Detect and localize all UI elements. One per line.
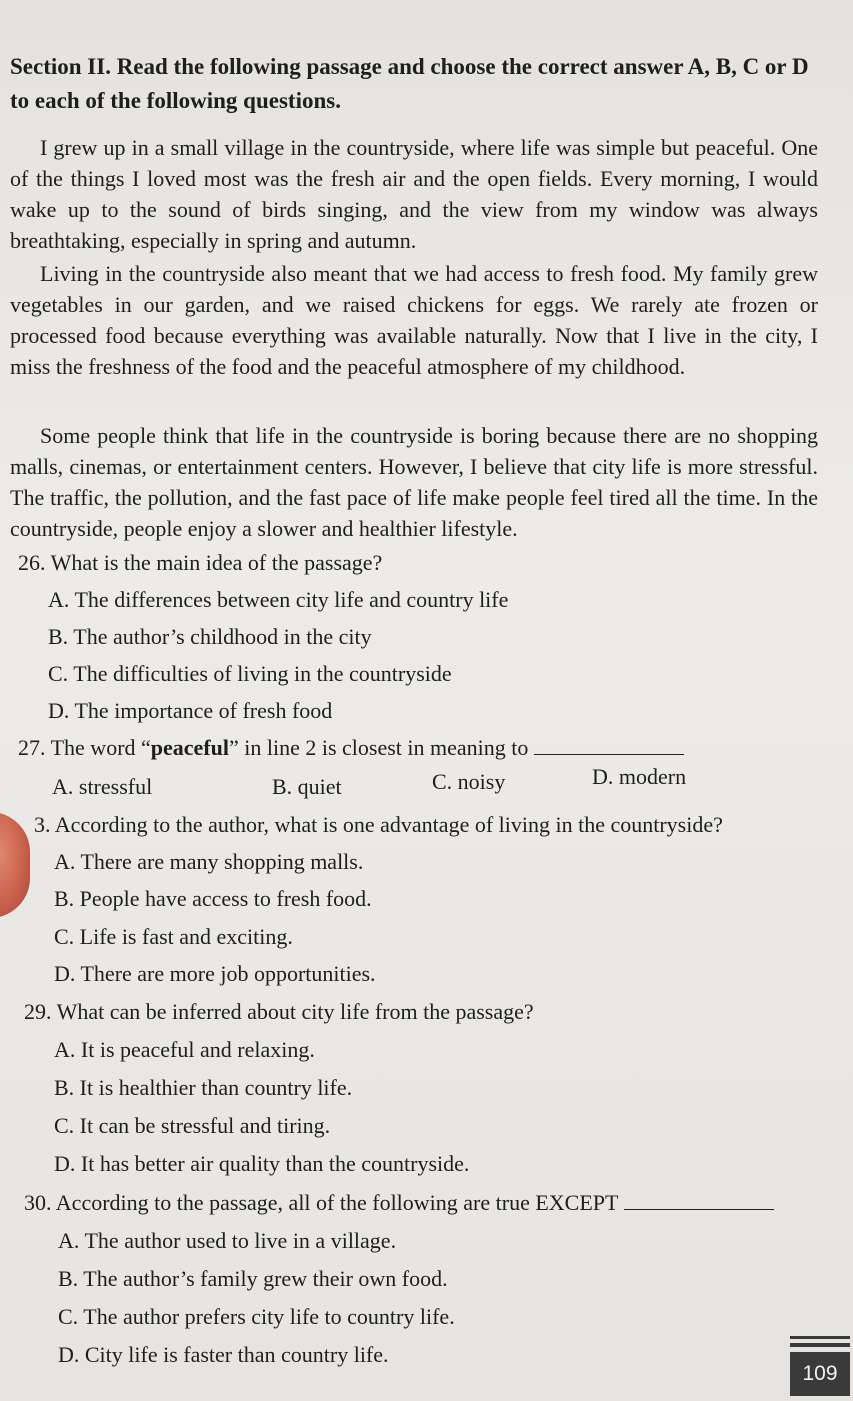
question-30-stem-text: 30. According to the passage, all of the following are true EXCEPT — [24, 1190, 619, 1215]
passage-paragraph-3: Some people think that life in the countryside is boring because there are no shopping malls, cinemas, or entertainment centers. However, I believe that city life is more stressful. The traffic, the pollution, and the fast pace of life make people feel tired all the time. In the countryside, people enjoy a slower and healthier lifestyle. — [10, 423, 818, 541]
question-28-option-b: B. People have access to fresh food. — [54, 886, 372, 911]
section-heading: Section II. Read the following passage and choose the correct answer A, B, C or D to each of the following questions. — [10, 54, 809, 113]
question-27-option-d: D. modern — [592, 764, 687, 789]
page-number-rule — [790, 1343, 850, 1347]
question-30-option-c: C. The author prefers city life to country life. — [58, 1304, 455, 1329]
question-28-option-d: D. There are more job opportunities. — [54, 961, 376, 986]
question-29-option-a: A. It is peaceful and relaxing. — [54, 1037, 315, 1062]
question-27-option-b: B. quiet — [272, 774, 342, 799]
question-30-option-a: A. The author used to live in a village. — [58, 1228, 397, 1253]
question-26-option-b: B. The author’s childhood in the city — [48, 624, 372, 649]
question-27-stem-prefix: 27. The word “ — [18, 735, 151, 760]
question-29-option-d: D. It has better air quality than the countryside. — [54, 1151, 470, 1176]
question-27-option-c: C. noisy — [432, 769, 506, 794]
question-29-option-c: C. It can be stressful and tiring. — [54, 1113, 331, 1138]
question-30-stem — [24, 1188, 844, 1218]
question-26-stem: 26. What is the main idea of the passage? — [18, 550, 383, 575]
question-30-option-d: D. City life is faster than country life. — [58, 1342, 389, 1367]
question-26-option-a: A. The differences between city life and country life — [48, 587, 509, 612]
question-29-stem: 29. What can be inferred about city life from the passage? — [24, 999, 534, 1024]
question-27-stem-suffix: ” in line 2 is closest in meaning to — [229, 735, 529, 760]
page-number: 109 — [790, 1352, 850, 1396]
question-29-option-b: B. It is healthier than country life. — [54, 1075, 353, 1100]
question-26-option-c: C. The difficulties of living in the countryside — [48, 661, 452, 686]
page-number-rule — [790, 1336, 850, 1339]
answer-blank — [624, 1191, 774, 1210]
answer-blank — [534, 736, 684, 755]
passage-paragraph-2: Living in the countryside also meant that we had access to fresh food. My family grew vegetables in our garden, and we raised chickens for eggs. We rarely ate frozen or processed food because everything was available naturally. Now that I live in the city, I miss the freshness of the food and the peaceful atmosphere of my childhood. — [10, 261, 818, 379]
passage-paragraph-1: I grew up in a small village in the countryside, where life was simple but peaceful. One of the things I loved most was the fresh air and the open fields. Every morning, I would wake up to the sound of birds singing, and the view from my window was always breathtaking, especially in spring and autumn. — [10, 135, 818, 253]
question-27-keyword: peaceful — [150, 735, 229, 760]
question-30-option-b: B. The author’s family grew their own food. — [58, 1266, 448, 1291]
question-27-option-a: A. stressful — [52, 774, 153, 799]
question-28-option-a: A. There are many shopping malls. — [54, 849, 364, 874]
question-28-stem: 3. According to the author, what is one advantage of living in the countryside? — [34, 812, 723, 837]
question-27-stem — [18, 733, 838, 763]
thumb — [0, 812, 30, 918]
question-26-option-d: D. The importance of fresh food — [48, 698, 333, 723]
question-28-option-c: C. Life is fast and exciting. — [54, 924, 293, 949]
